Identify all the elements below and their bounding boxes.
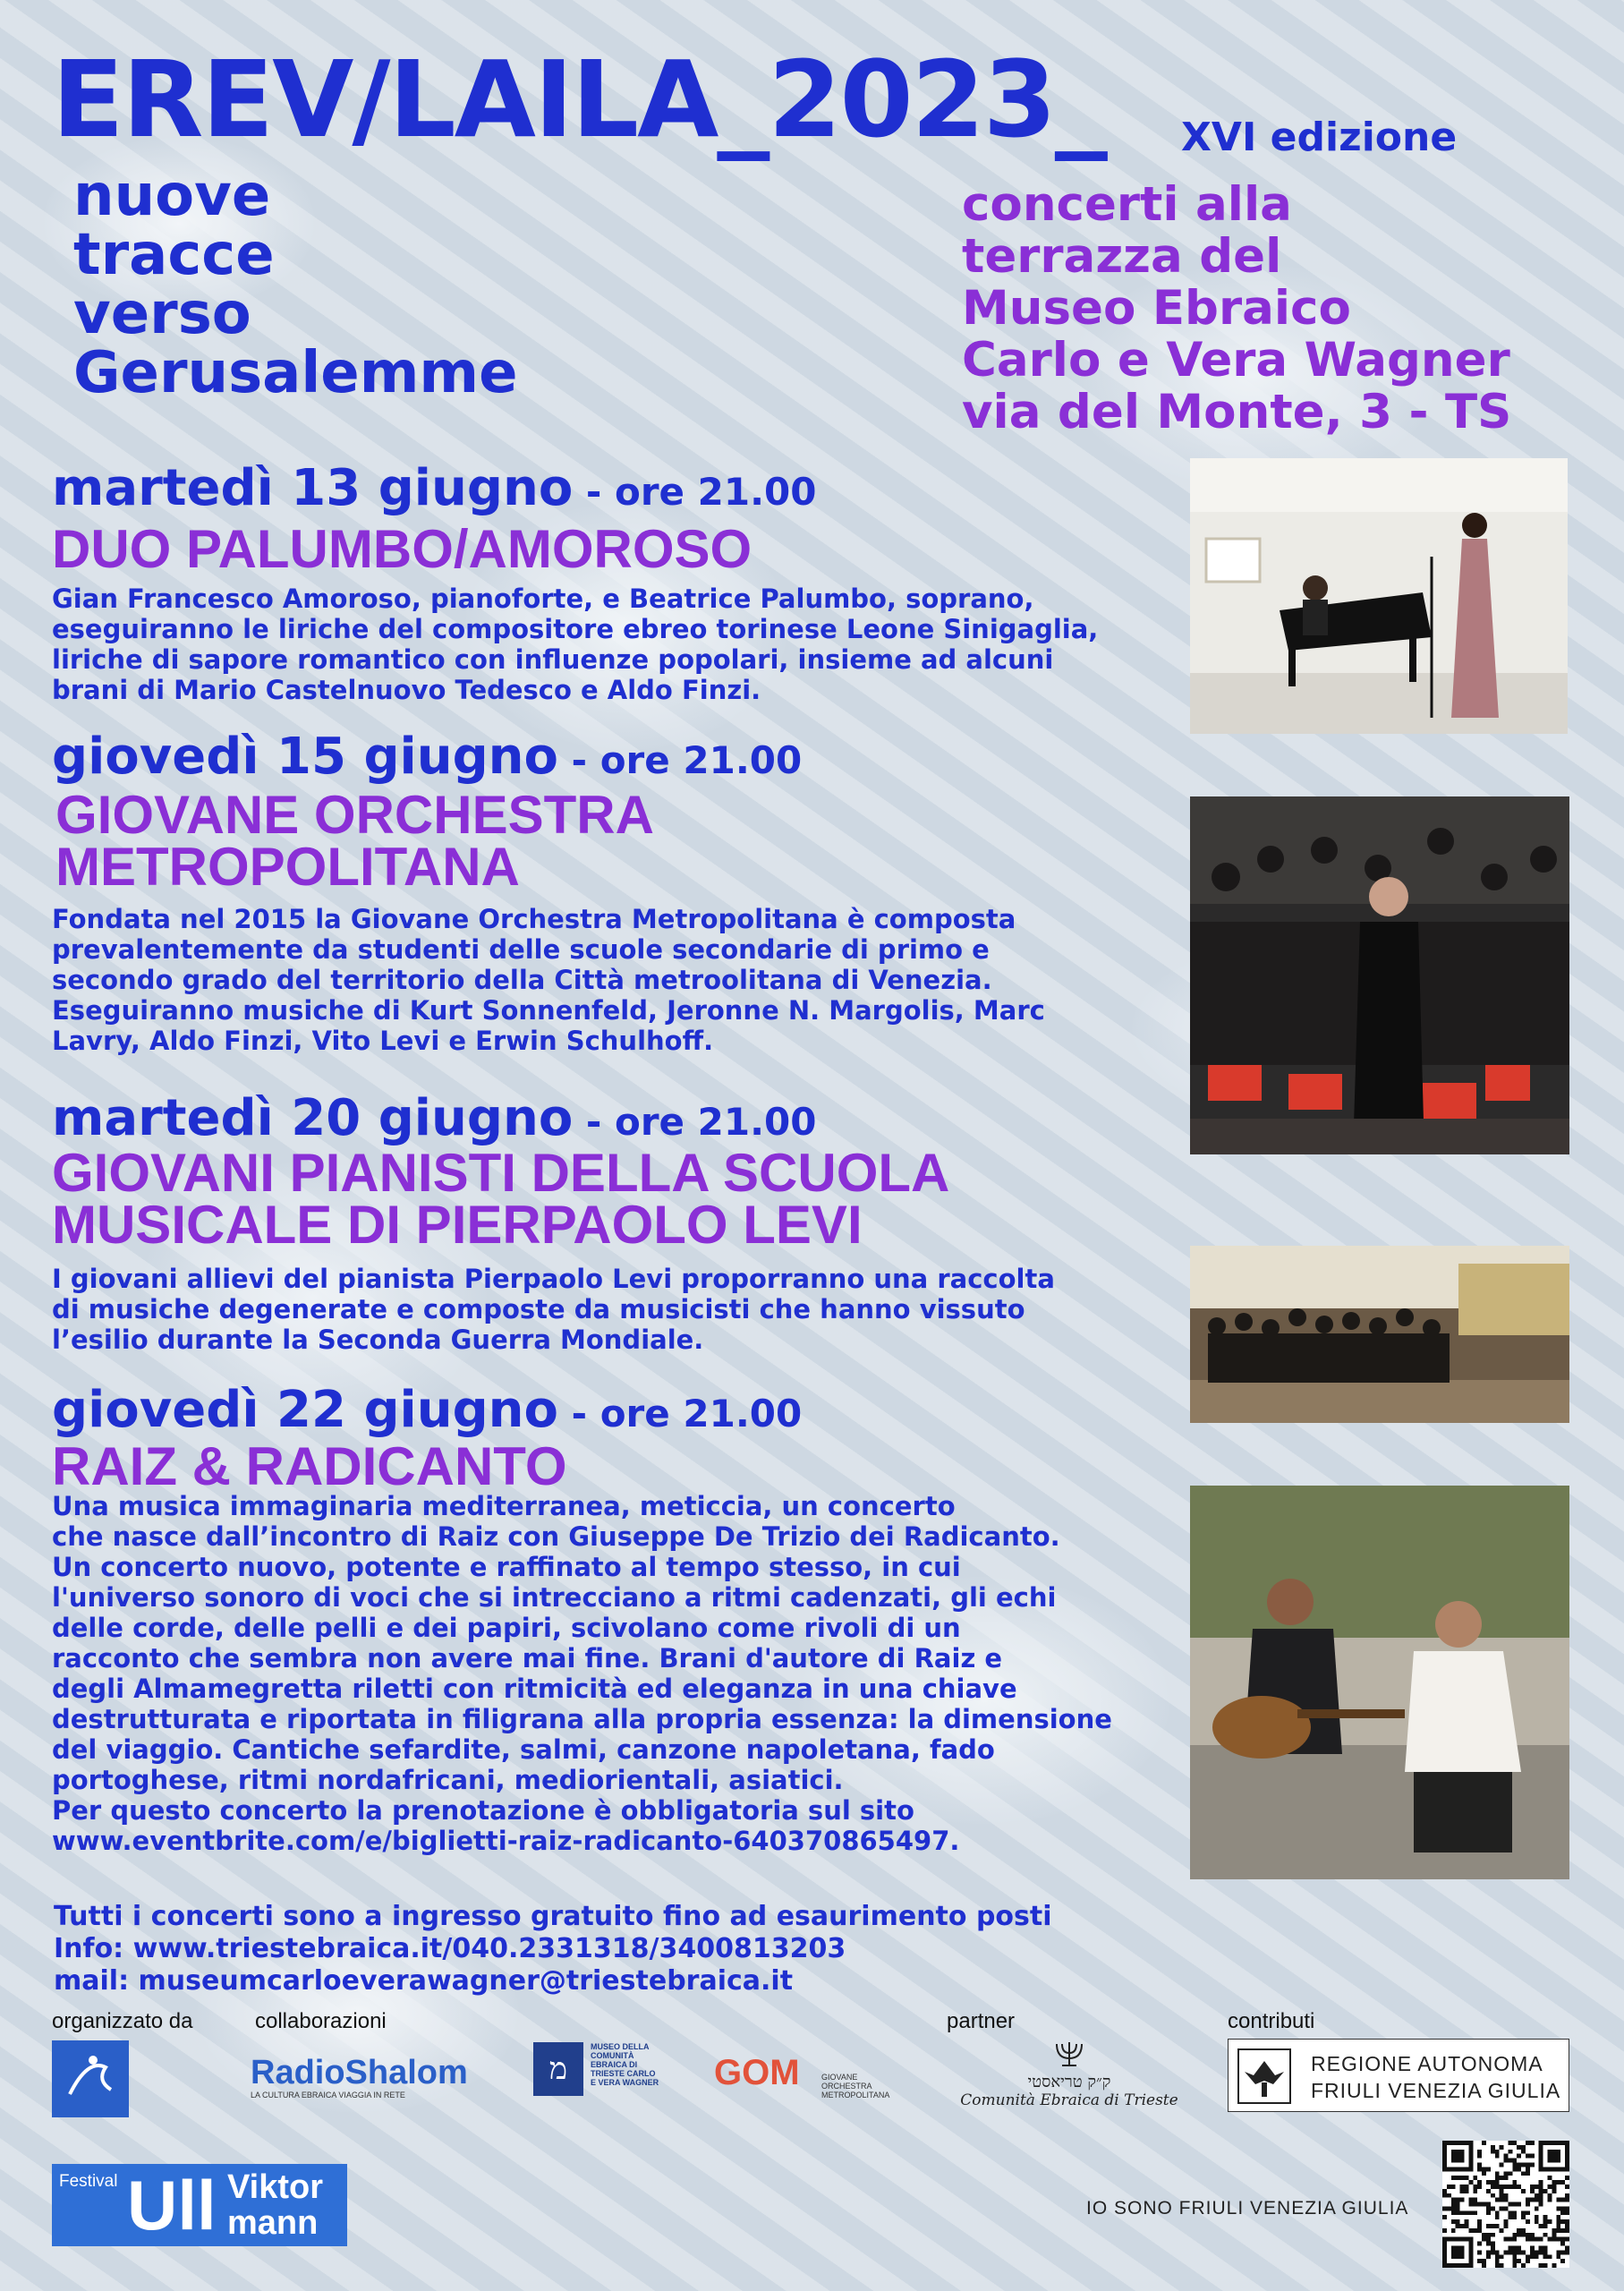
event-date [52,1381,803,1439]
event-title-line: METROPOLITANA [55,837,520,897]
mail-contact: mail: museumcarloeverawagner@triestebraica.it [54,1965,794,1997]
desc-line: liriche di sapore romantico con influenze popolari, insieme ad alcuni [52,644,1054,675]
event-day: martedì 20 giugno [52,1089,574,1147]
event-date [52,459,817,517]
edition-label: XVI edizione [1181,115,1458,160]
museum-logo-icon: מ [533,2042,583,2096]
desc-line: Gian Francesco Amoroso, pianoforte, e Beatrice Palumbo, soprano, [52,583,1034,614]
venue-info [962,179,1511,439]
desc-line: brani di Mario Castelnuovo Tedesco e Aldo Finzi. [52,675,761,705]
desc-line: Un concerto nuovo, potente e raffinato al tempo stesso, in cui [52,1552,961,1582]
festival-letters: Festival [59,2172,118,2191]
photo-raiz-radicanto [1190,1486,1569,1879]
photo-duo-palumbo-amoroso [1190,458,1568,734]
festival-title: EREV/LAILA_2023_ [52,38,1106,161]
festival-ull: Ull [127,2166,217,2244]
event-description [52,1264,1055,1355]
event-day: giovedì 22 giugno [52,1381,559,1439]
fvg-slogan: IO SONO FRIULI VENEZIA GIULIA [1086,2198,1409,2219]
event-title-line: RAIZ & RADICANTO [52,1436,567,1496]
desc-line: portoghese, ritmi nordafricani, mediorientali, asiatici. [52,1765,844,1795]
desc-line: Eseguiranno musiche di Kurt Sonnenfeld, Jeronne N. Margolis, Marc [52,995,1045,1026]
radio-shalom-name: RadioShalom [251,2054,468,2091]
desc-line: del viaggio. Cantiche sefardite, salmi, canzone napoletana, fado [52,1734,995,1765]
event-description [52,583,1098,705]
organizer-logo [52,2040,129,2117]
photo-giovane-orchestra [1190,796,1569,1154]
event-description [52,904,1045,1056]
festival-subtitle [73,163,518,406]
desc-line: degli Almamegretta riletti con ritmicità ed eleganza in una chiave [52,1674,1017,1704]
desc-line: racconto che sembra non avere mai fine. Brani d'autore di Raiz e [52,1643,1003,1674]
event-day: martedì 13 giugno [52,459,574,517]
event-time: - ore 21.00 [558,738,803,782]
footer-info [54,1901,1052,1997]
desc-line: che nasce dall’incontro di Raiz con Giuseppe De Trizio dei Radicanto. [52,1521,1060,1552]
radio-shalom-logo [251,2055,501,2099]
event-date [52,728,803,786]
desc-line: di musiche degenerate e composte da musicisti che hanno vissuto [52,1294,1025,1324]
event-time: - ore 21.00 [573,1100,817,1144]
venue-line: via del Monte, 3 - TS [962,385,1512,439]
collab-label: collaborazioni [255,2009,387,2033]
community-name: Comunità Ebraica di Trieste [960,2091,1178,2109]
desc-line: eseguiranno le liriche del compositore ebreo torinese Leone Sinigaglia, [52,614,1099,644]
region-line-1: REGIONE AUTONOMA [1311,2052,1543,2075]
free-entry-note: Tutti i concerti sono a ingresso gratuito fino ad esaurimento posti [54,1901,1052,1932]
community-hebrew: ק״ק טריאסטי [1027,2073,1111,2091]
desc-line: secondo grado del territorio della Città metroolitana di Venezia. [52,965,992,995]
community-logo [948,2039,1190,2109]
event-title [52,519,752,579]
desc-line: I giovani allievi del pianista Pierpaolo Levi proporranno una raccolta [52,1264,1055,1294]
desc-line: l’esilio durante la Seconda Guerra Mondiale. [52,1324,704,1355]
subtitle-line: verso [73,281,251,347]
museum-name: MUSEO DELLA COMUNITÀ EBRAICA DI TRIESTE CARLO E VERA WAGNER [591,2042,659,2087]
event-title-line: DUO PALUMBO/AMOROSO [52,519,752,579]
desc-line: Una musica immaginaria mediterranea, meticcia, un concerto [52,1491,956,1521]
eagle-icon [1237,2048,1291,2104]
festival-mann: mann [227,2204,319,2242]
desc-line: Per questo concerto la prenotazione è obbligatoria sul sito [52,1795,914,1826]
desc-line: www.eventbrite.com/e/biglietti-raiz-radicanto-640370865497. [52,1826,960,1856]
radio-shalom-tagline: LA CULTURA EBRAICA VIAGGIA IN RETE [251,2091,405,2099]
organized-label: organizzato da [52,2009,193,2033]
event-time: - ore 21.00 [558,1392,803,1435]
event-day: giovedì 15 giugno [52,728,559,786]
region-line-2: FRIULI VENEZIA GIULIA [1311,2079,1561,2102]
event-title [52,1143,950,1255]
menorah-icon [1051,2039,1087,2069]
regione-fvg-logo [1228,2039,1569,2112]
venue-line: Museo Ebraico [962,281,1351,336]
photo-giovani-pianisti [1190,1246,1569,1423]
event-title-line: GIOVANI PIANISTI DELLA SCUOLA [52,1143,950,1203]
subtitle-line: nuove [73,163,271,229]
partner-label: partner [947,2009,1016,2033]
desc-line: destrutturata e riportata in filigrana alla propria essenza: la dimensione [52,1704,1112,1734]
info-contact: Info: www.triestebraica.it/040.2331318/3400813203 [54,1933,846,1964]
desc-line: l'universo sonoro di voci che si intrecciano a ritmi cadenzati, gli echi [52,1582,1057,1613]
qr-code[interactable] [1442,2141,1569,2268]
festival-ullmann-logo [52,2164,347,2246]
venue-line: Carlo e Vera Wagner [962,333,1510,388]
desc-line: prevalentemente da studenti delle scuole secondarie di primo e [52,934,990,965]
desc-line: Lavry, Aldo Finzi, Vito Levi e Erwin Schulhoff. [52,1026,714,1056]
event-date [52,1089,817,1147]
event-title [52,1436,567,1496]
venue-line: terrazza del [962,229,1282,284]
event-title-line: MUSICALE DI PIERPAOLO LEVI [52,1195,863,1255]
gom-logo: GOM [714,2053,800,2092]
event-time: - ore 21.00 [573,470,817,514]
event-title [55,785,654,897]
event-title-line: GIOVANE ORCHESTRA [55,785,654,845]
desc-line: Fondata nel 2015 la Giovane Orchestra Metropolitana è composta [52,904,1016,934]
venue-line: concerti alla [962,177,1292,232]
event-description [52,1491,1112,1856]
gom-subtitle: GIOVANE ORCHESTRA METROPOLITANA [821,2073,890,2099]
desc-line: delle corde, delle pelli e dei papiri, scivolano come rivoli di un [52,1613,961,1643]
subtitle-line: Gerusalemme [73,340,518,406]
contrib-label: contributi [1228,2009,1315,2033]
festival-viktor: Viktor [227,2168,324,2206]
subtitle-line: tracce [73,222,275,288]
